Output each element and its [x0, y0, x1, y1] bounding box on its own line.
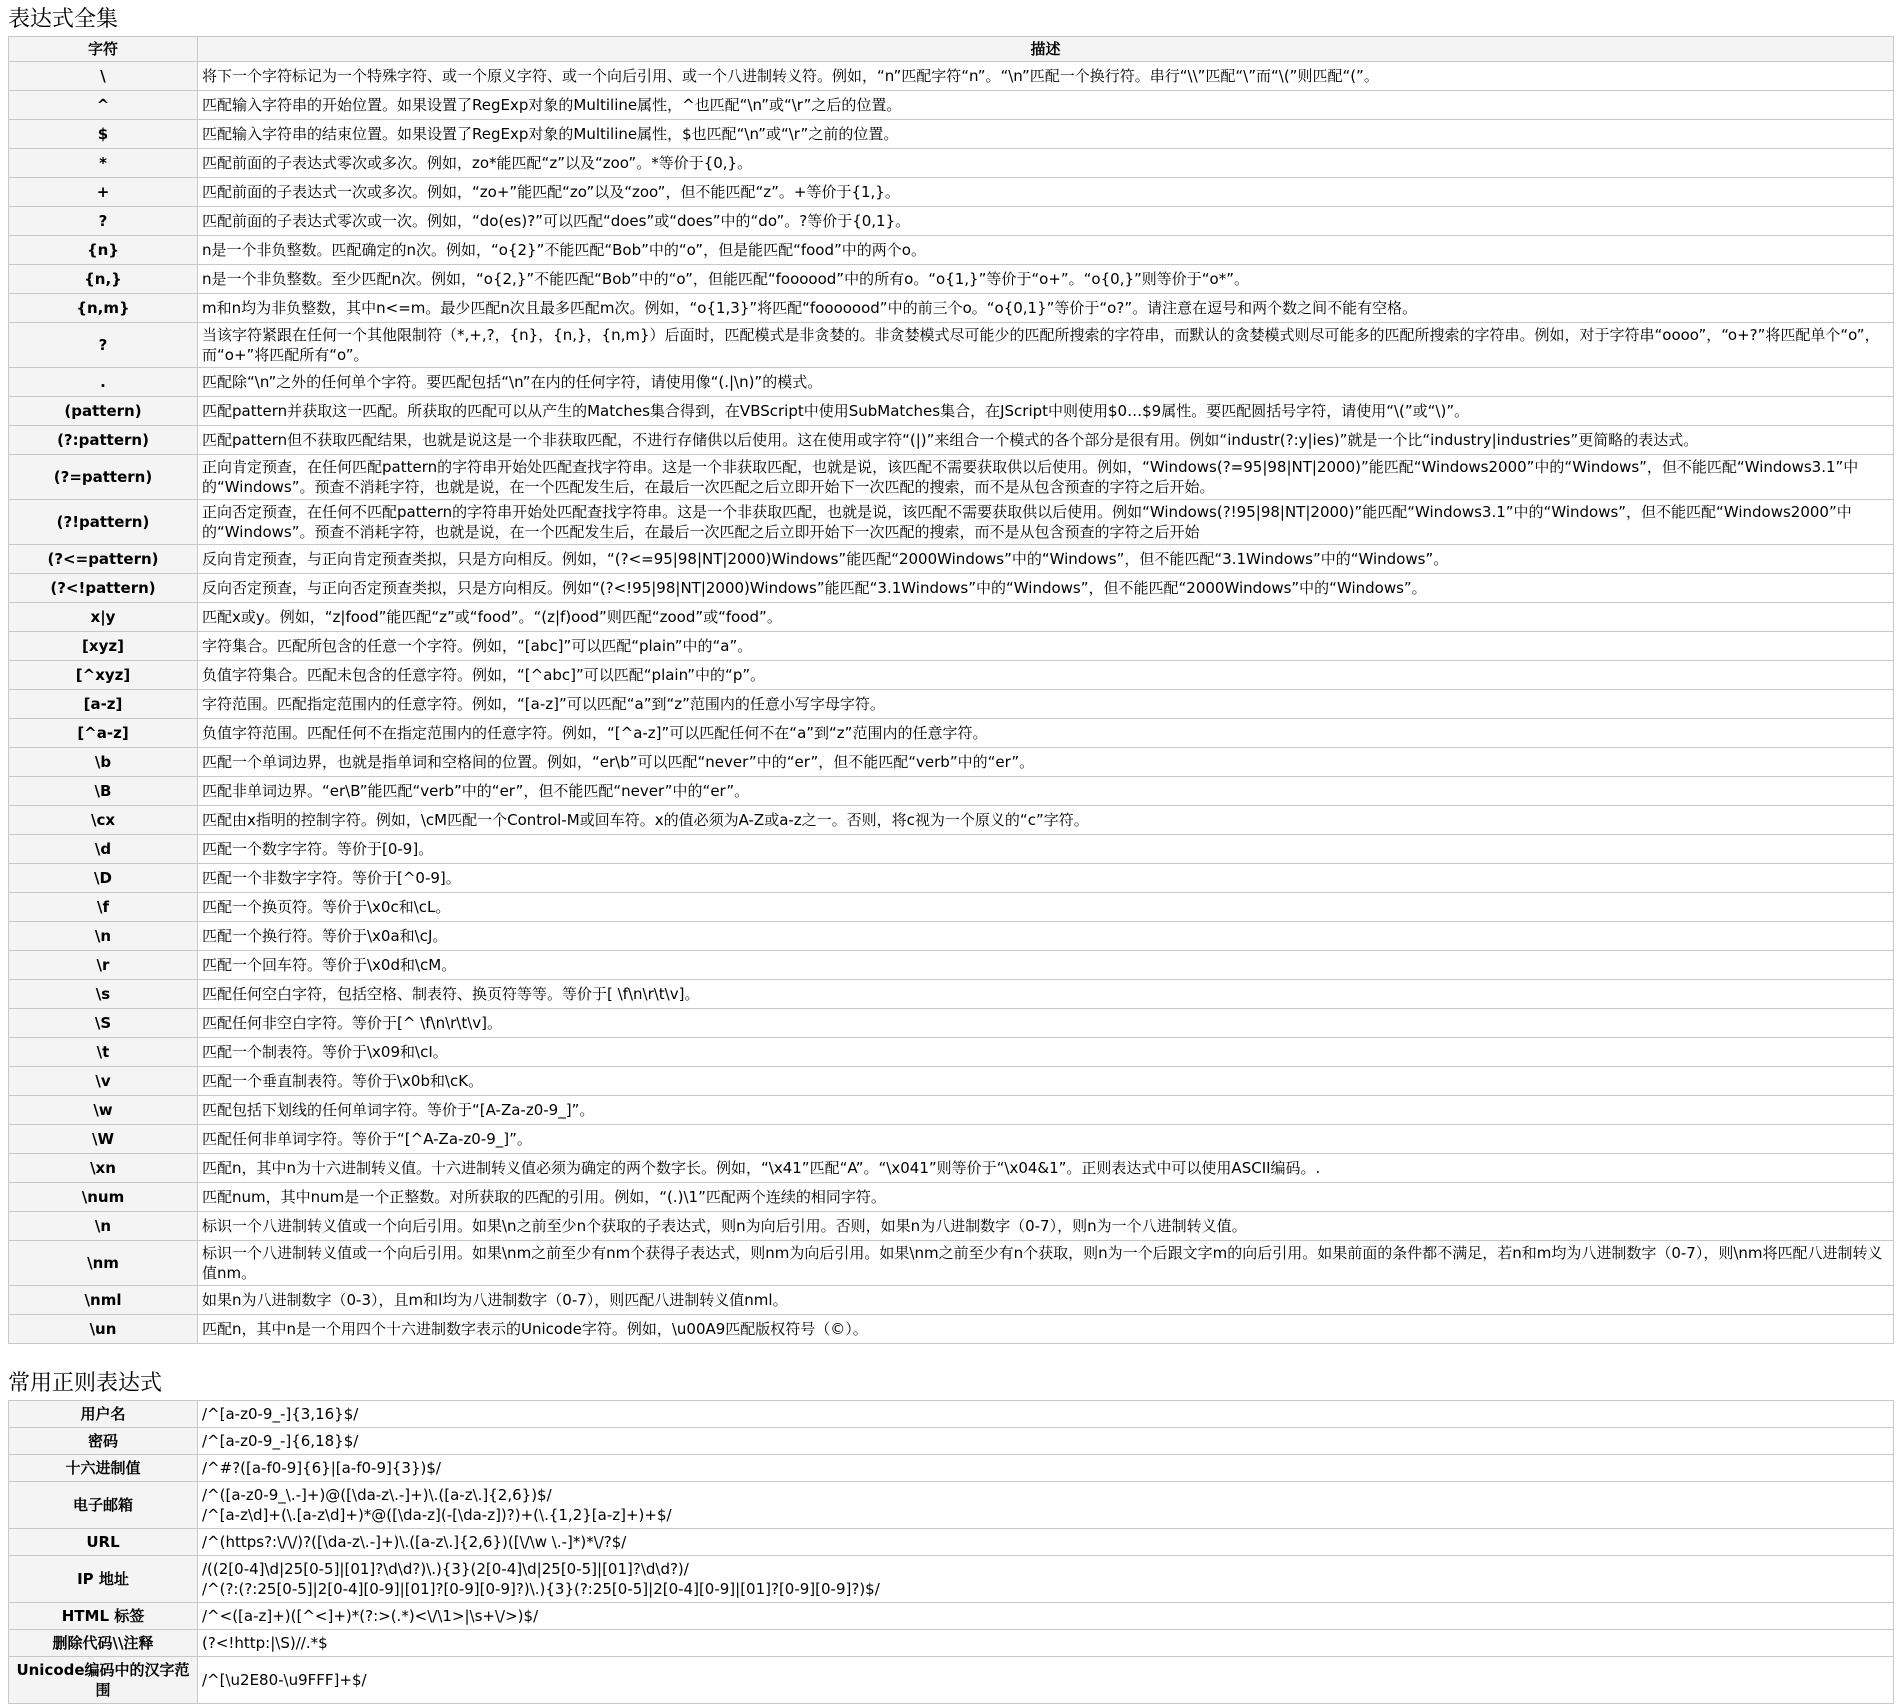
pattern-line: /^#?([a-f0-9]{6}|[a-f0-9]{3})$/	[202, 1459, 441, 1477]
table-row	[9, 806, 1894, 835]
table-row	[9, 951, 1894, 980]
pattern-line: /^([a-z0-9_\.-]+)@([\da-z\.-]+)\.([a-z\.]{2,6})$/	[202, 1486, 552, 1504]
regex-char: \r	[9, 951, 198, 980]
column-header-char: 字符	[9, 37, 198, 62]
table-row	[9, 1428, 1894, 1455]
regex-char: (?!pattern)	[9, 500, 198, 545]
regex-description: 匹配x或y。例如，“z|food”能匹配“z”或“food”。“(z|f)ood”则匹配“zood”或“food”。	[198, 603, 1894, 632]
table-header-row	[9, 37, 1894, 62]
regex-description: 匹配包括下划线的任何单词字符。等价于“[A-Za-z0-9_]”。	[198, 1096, 1894, 1125]
regex-description: 匹配前面的子表达式零次或多次。例如，zo*能匹配“z”以及“zoo”。*等价于{0,}。	[198, 149, 1894, 178]
regex-char: $	[9, 120, 198, 149]
regex-description: n是一个非负整数。至少匹配n次。例如，“o{2,}”不能匹配“Bob”中的“o”，但能匹配“foooood”中的所有o。“o{1,}”等价于“o+”。“o{0,}”则等价于“o*”。	[198, 265, 1894, 294]
regex-char: {n,}	[9, 265, 198, 294]
regex-description: 匹配一个单词边界，也就是指单词和空格间的位置。例如，“er\b”可以匹配“never”中的“er”，但不能匹配“verb”中的“er”。	[198, 748, 1894, 777]
table-row	[9, 178, 1894, 207]
table-row	[9, 120, 1894, 149]
regex-char: \nm	[9, 1241, 198, 1286]
table-row	[9, 1125, 1894, 1154]
table-row	[9, 294, 1894, 323]
regex-char: ?	[9, 207, 198, 236]
regex-char: \f	[9, 893, 198, 922]
table-row	[9, 748, 1894, 777]
table-row	[9, 603, 1894, 632]
pattern-expression	[198, 1401, 1894, 1428]
regex-char: +	[9, 178, 198, 207]
regex-description: 匹配pattern并获取这一匹配。所获取的匹配可以从产生的Matches集合得到，在VBScript中使用SubMatches集合，在JScript中则使用$0…$9属性。要匹配圆括号字符，请使用“\(”或“\)”。	[198, 397, 1894, 426]
pattern-name: HTML 标签	[9, 1603, 198, 1630]
regex-char: \n	[9, 1212, 198, 1241]
regex-char: (?:pattern)	[9, 426, 198, 455]
regex-description: 标识一个八进制转义值或一个向后引用。如果\nm之前至少有nm个获得子表达式，则nm为向后引用。如果\nm之前至少有n个获取，则n为一个后跟文字m的向后引用。如果前面的条件都不满足，若n和m均为八进制数字（0-7），则\nm将匹配八进制转义值nm。	[198, 1241, 1894, 1286]
regex-char: \d	[9, 835, 198, 864]
table-row	[9, 893, 1894, 922]
regex-char: \b	[9, 748, 198, 777]
table-row	[9, 632, 1894, 661]
pattern-line: /^[\u2E80-\u9FFF]+$/	[202, 1671, 367, 1689]
table-row	[9, 1556, 1894, 1603]
regex-description: 匹配除“\n”之外的任何单个字符。要匹配包括“\n”在内的任何字符，请使用像“(.|\n)”的模式。	[198, 368, 1894, 397]
pattern-expression	[198, 1603, 1894, 1630]
regex-char: \v	[9, 1067, 198, 1096]
table-row	[9, 149, 1894, 178]
pattern-expression	[198, 1556, 1894, 1603]
regex-char: \S	[9, 1009, 198, 1038]
table-row	[9, 1183, 1894, 1212]
pattern-line: /^[a-z0-9_-]{3,16}$/	[202, 1405, 359, 1423]
table-row	[9, 574, 1894, 603]
table-row	[9, 397, 1894, 426]
table-row	[9, 1038, 1894, 1067]
regex-description: 匹配一个换行符。等价于\x0a和\cJ。	[198, 922, 1894, 951]
regex-char: \B	[9, 777, 198, 806]
regex-description: 反向否定预查，与正向否定预查类拟，只是方向相反。例如“(?<!95|98|NT|2000)Windows”能匹配“3.1Windows”中的“Windows”，但不能匹配“2000Windows”中的“Windows”。	[198, 574, 1894, 603]
pattern-name: Unicode编码中的汉字范围	[9, 1657, 198, 1704]
pattern-line: /^(?:(?:25[0-5]|2[0-4][0-9]|[01]?[0-9][0-9]?)\.){3}(?:25[0-5]|2[0-4][0-9]|[01]?[0-9][0-9]?)$/	[202, 1580, 880, 1598]
regex-char: [^a-z]	[9, 719, 198, 748]
pattern-name: IP 地址	[9, 1556, 198, 1603]
regex-reference-table	[8, 36, 1894, 1344]
table-row	[9, 864, 1894, 893]
table-row	[9, 1401, 1894, 1428]
regex-description: 字符范围。匹配指定范围内的任意字符。例如，“[a-z]”可以匹配“a”到“z”范围内的任意小写字母字符。	[198, 690, 1894, 719]
regex-description: 匹配前面的子表达式零次或一次。例如，“do(es)?”可以匹配“does”或“does”中的“do”。?等价于{0,1}。	[198, 207, 1894, 236]
column-header-desc: 描述	[198, 37, 1894, 62]
pattern-line: (?<!http:|\S)//.*$	[202, 1634, 328, 1652]
regex-description: 匹配pattern但不获取匹配结果，也就是说这是一个非获取匹配，不进行存储供以后使用。这在使用或字符“(|)”来组合一个模式的各个部分是很有用。例如“industr(?:y|ies)”就是一个比“industry|industries”更简略的表达式。	[198, 426, 1894, 455]
section-title-full-reference: 表达式全集	[8, 7, 119, 32]
pattern-name: 电子邮箱	[9, 1482, 198, 1529]
table-row	[9, 1657, 1894, 1704]
regex-char: (?=pattern)	[9, 455, 198, 500]
regex-description: 匹配一个回车符。等价于\x0d和\cM。	[198, 951, 1894, 980]
regex-description: 正向肯定预查，在任何匹配pattern的字符串开始处匹配查找字符串。这是一个非获取匹配，也就是说，该匹配不需要获取供以后使用。例如，“Windows(?=95|98|NT|2000)”能匹配“Windows2000”中的“Windows”，但不能匹配“Windows3.1”中的“Windows”。预查不消耗字符，也就是说，在一个匹配发生后，在最后一次匹配之后立即开始下一次匹配的搜索，而不是从包含预查的字符之后开始。	[198, 455, 1894, 500]
regex-char: \	[9, 62, 198, 91]
pattern-line: /((2[0-4]\d|25[0-5]|[01]?\d\d?)\.){3}(2[0-4]\d|25[0-5]|[01]?\d\d?)/	[202, 1560, 689, 1578]
regex-char: .	[9, 368, 198, 397]
table-row	[9, 777, 1894, 806]
regex-description: 匹配由x指明的控制字符。例如，\cM匹配一个Control-M或回车符。x的值必须为A-Z或a-z之一。否则，将c视为一个原义的“c”字符。	[198, 806, 1894, 835]
regex-char: {n,m}	[9, 294, 198, 323]
pattern-expression	[198, 1657, 1894, 1704]
table-row	[9, 1630, 1894, 1657]
regex-description: 匹配一个非数字字符。等价于[^0-9]。	[198, 864, 1894, 893]
pattern-name: 删除代码\\注释	[9, 1630, 198, 1657]
regex-description: 反向肯定预查，与正向肯定预查类拟，只是方向相反。例如，“(?<=95|98|NT|2000)Windows”能匹配“2000Windows”中的“Windows”，但不能匹配“3.1Windows”中的“Windows”。	[198, 545, 1894, 574]
regex-char: [a-z]	[9, 690, 198, 719]
regex-char: \cx	[9, 806, 198, 835]
table-row	[9, 1286, 1894, 1315]
regex-description: 匹配非单词边界。“er\B”能匹配“verb”中的“er”，但不能匹配“never”中的“er”。	[198, 777, 1894, 806]
regex-char: \t	[9, 1038, 198, 1067]
table-row	[9, 207, 1894, 236]
regex-description: 匹配输入字符串的结束位置。如果设置了RegExp对象的Multiline属性，$也匹配“\n”或“\r”之前的位置。	[198, 120, 1894, 149]
table-row	[9, 1603, 1894, 1630]
table-row	[9, 1315, 1894, 1344]
pattern-name: 密码	[9, 1428, 198, 1455]
table-row	[9, 62, 1894, 91]
regex-description: 如果n为八进制数字（0-3），且m和l均为八进制数字（0-7），则匹配八进制转义值nml。	[198, 1286, 1894, 1315]
regex-char: \n	[9, 922, 198, 951]
regex-description: 匹配一个换页符。等价于\x0c和\cL。	[198, 893, 1894, 922]
pattern-expression	[198, 1428, 1894, 1455]
table-row	[9, 368, 1894, 397]
pattern-line: /^[a-z\d]+(\.[a-z\d]+)*@([\da-z](-[\da-z])?)+(\.{1,2}[a-z]+)+$/	[202, 1506, 672, 1524]
regex-description: 字符集合。匹配所包含的任意一个字符。例如，“[abc]”可以匹配“plain”中的“a”。	[198, 632, 1894, 661]
pattern-expression	[198, 1482, 1894, 1529]
pattern-expression	[198, 1529, 1894, 1556]
pattern-name: 十六进制值	[9, 1455, 198, 1482]
regex-description: 负值字符集合。匹配未包含的任意字符。例如，“[^abc]”可以匹配“plain”中的“p”。	[198, 661, 1894, 690]
regex-char: \xn	[9, 1154, 198, 1183]
pattern-name: URL	[9, 1529, 198, 1556]
regex-description: 匹配一个垂直制表符。等价于\x0b和\cK。	[198, 1067, 1894, 1096]
regex-char: \w	[9, 1096, 198, 1125]
regex-description: 负值字符范围。匹配任何不在指定范围内的任意字符。例如，“[^a-z]”可以匹配任何不在“a”到“z”范围内的任意字符。	[198, 719, 1894, 748]
regex-description: 将下一个字符标记为一个特殊字符、或一个原义字符、或一个向后引用、或一个八进制转义符。例如，“n”匹配字符“n”。“\n”匹配一个换行符。串行“\\”匹配“\”而“\(”则匹配“(”。	[198, 62, 1894, 91]
regex-description: 正向否定预查，在任何不匹配pattern的字符串开始处匹配查找字符串。这是一个非获取匹配，也就是说，该匹配不需要获取供以后使用。例如“Windows(?!95|98|NT|2000)”能匹配“Windows3.1”中的“Windows”，但不能匹配“Windows2000”中的“Windows”。预查不消耗字符，也就是说，在一个匹配发生后，在最后一次匹配之后立即开始下一次匹配的搜索，而不是从包含预查的字符之后开始	[198, 500, 1894, 545]
regex-description: 匹配一个制表符。等价于\x09和\cI。	[198, 1038, 1894, 1067]
regex-char: \s	[9, 980, 198, 1009]
pattern-name: 用户名	[9, 1401, 198, 1428]
table-row	[9, 323, 1894, 368]
table-row	[9, 1067, 1894, 1096]
pattern-line: /^(https?:\/\/)?([\da-z\.-]+)\.([a-z\.]{2,6})([\/\w \.-]*)*\/?$/	[202, 1533, 627, 1551]
regex-char: (?<=pattern)	[9, 545, 198, 574]
regex-char: \D	[9, 864, 198, 893]
table-row	[9, 835, 1894, 864]
table-row	[9, 1482, 1894, 1529]
regex-description: 匹配n，其中n是一个用四个十六进制数字表示的Unicode字符。例如，\u00A9匹配版权符号（©）。	[198, 1315, 1894, 1344]
regex-char: *	[9, 149, 198, 178]
table-row	[9, 1154, 1894, 1183]
table-row	[9, 1212, 1894, 1241]
regex-char: (?<!pattern)	[9, 574, 198, 603]
regex-char: {n}	[9, 236, 198, 265]
table-row	[9, 91, 1894, 120]
common-regex-table	[8, 1400, 1894, 1704]
regex-char: x|y	[9, 603, 198, 632]
regex-char: \nml	[9, 1286, 198, 1315]
regex-char: \num	[9, 1183, 198, 1212]
regex-description: 匹配任何非单词字符。等价于“[^A-Za-z0-9_]”。	[198, 1125, 1894, 1154]
regex-description: n是一个非负整数。匹配确定的n次。例如，“o{2}”不能匹配“Bob”中的“o”，但是能匹配“food”中的两个o。	[198, 236, 1894, 265]
regex-description: 当该字符紧跟在任何一个其他限制符（*,+,?，{n}，{n,}，{n,m}）后面时，匹配模式是非贪婪的。非贪婪模式尽可能少的匹配所搜索的字符串，而默认的贪婪模式则尽可能多的匹配所搜索的字符串。例如，对于字符串“oooo”，“o+?”将匹配单个“o”，而“o+”将匹配所有“o”。	[198, 323, 1894, 368]
table-row	[9, 1455, 1894, 1482]
regex-char: \W	[9, 1125, 198, 1154]
table-row	[9, 500, 1894, 545]
table-row	[9, 1529, 1894, 1556]
table-row	[9, 690, 1894, 719]
regex-char: \un	[9, 1315, 198, 1344]
pattern-line: /^[a-z0-9_-]{6,18}$/	[202, 1432, 359, 1450]
regex-description: 匹配一个数字字符。等价于[0-9]。	[198, 835, 1894, 864]
regex-description: m和n均为非负整数，其中n<=m。最少匹配n次且最多匹配m次。例如，“o{1,3}”将匹配“fooooood”中的前三个o。“o{0,1}”等价于“o?”。请注意在逗号和两个数之间不能有空格。	[198, 294, 1894, 323]
regex-char: [^xyz]	[9, 661, 198, 690]
table-row	[9, 545, 1894, 574]
regex-description: 匹配n，其中n为十六进制转义值。十六进制转义值必须为确定的两个数字长。例如，“\x41”匹配“A”。“\x041”则等价于“\x04&1”。正则表达式中可以使用ASCII编码。.	[198, 1154, 1894, 1183]
table-row	[9, 236, 1894, 265]
pattern-expression	[198, 1455, 1894, 1482]
table-row	[9, 1241, 1894, 1286]
table-row	[9, 1096, 1894, 1125]
table-row	[9, 922, 1894, 951]
table-row	[9, 426, 1894, 455]
pattern-line: /^<([a-z]+)([^<]+)*(?:>(.*)<\/\1>|\s+\/>)$/	[202, 1607, 539, 1625]
table-row	[9, 1009, 1894, 1038]
regex-char: ^	[9, 91, 198, 120]
regex-description: 匹配前面的子表达式一次或多次。例如，“zo+”能匹配“zo”以及“zoo”，但不能匹配“z”。+等价于{1,}。	[198, 178, 1894, 207]
table-row	[9, 455, 1894, 500]
regex-char: ?	[9, 323, 198, 368]
table-row	[9, 719, 1894, 748]
table-row	[9, 265, 1894, 294]
regex-char: (pattern)	[9, 397, 198, 426]
regex-description: 匹配任何非空白字符。等价于[^ \f\n\r\t\v]。	[198, 1009, 1894, 1038]
regex-description: 标识一个八进制转义值或一个向后引用。如果\n之前至少n个获取的子表达式，则n为向后引用。否则，如果n为八进制数字（0-7），则n为一个八进制转义值。	[198, 1212, 1894, 1241]
regex-char: [xyz]	[9, 632, 198, 661]
table-row	[9, 980, 1894, 1009]
pattern-expression	[198, 1630, 1894, 1657]
regex-description: 匹配num，其中num是一个正整数。对所获取的匹配的引用。例如，“(.)\1”匹配两个连续的相同字符。	[198, 1183, 1894, 1212]
section-title-common-regex: 常用正则表达式	[8, 1371, 163, 1396]
regex-description: 匹配任何空白字符，包括空格、制表符、换页符等等。等价于[ \f\n\r\t\v]。	[198, 980, 1894, 1009]
table-row	[9, 661, 1894, 690]
regex-description: 匹配输入字符串的开始位置。如果设置了RegExp对象的Multiline属性，^也匹配“\n”或“\r”之后的位置。	[198, 91, 1894, 120]
